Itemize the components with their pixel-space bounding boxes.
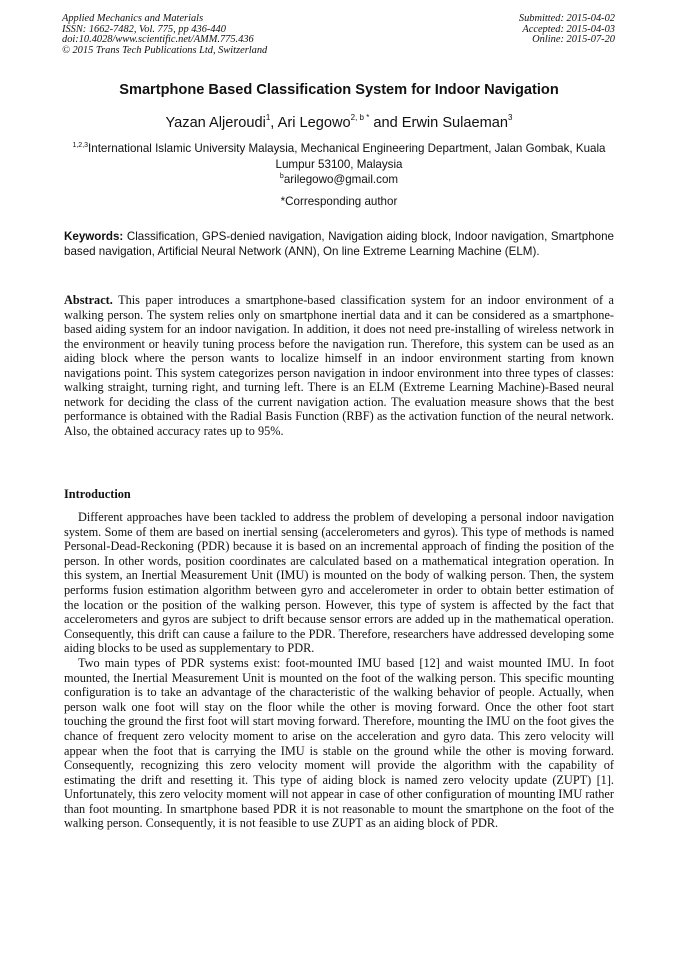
author-list [0,113,678,131]
author-email [0,173,678,186]
paper-title: Smartphone Based Classification System for Indoor Navigation [119,82,559,98]
copyright-line: © 2015 Trans Tech Publications Ltd, Switzerland [62,44,268,56]
corresponding-author-note: *Corresponding author [280,195,398,208]
keywords-text: Classification, GPS-denied navigation, Navigation aiding block, Indoor navigation, Smartphone based navigation, Artificial Neural Network (ANN), On line Extreme Learning Machine (ELM). [64,230,614,258]
body-paragraph: Different approaches have been tackled to address the problem of developing a personal indoor navigation system. Some of them are based on inertial sensing (accelerometers and gyros). This type of methods is named Personal-Dead-Reckoning (PDR) because it is based on an incremental approach of finding the position of the person. In other words, position coordinates are calculated based on a mathematical integration operation. In this system, an Inertial Measurement Unit (IMU) is mounted on the body of walking person. Then, the system performs fusion estimation algorithm between gyro and accelerometer in order to obtain better estimation of the location or the position of the walking person. However, this type of system is affected by the fact that accelerometers and gyros are subject to drift because sensor errors are added up in the mathematical operation. Consequently, this drift can cause a failure to the PDR. Therefore, researchers have addressed developing some aiding blocks to be used as supplementary to PDR. [64,510,614,656]
body-paragraph: Two main types of PDR systems exist: foot-mounted IMU based [12] and waist mounted IMU. In foot mounted, the Inertial Measurement Unit is mounted on the foot of the walking person. This specific mounting configuration is to take an advantage of the characteristic of the walking behavior of people. Actually, when person walk one foot will stay on the floor while the other is moving forward. Once the other foot start touching the ground the first foot will start moving forward. Therefore, mounting the IMU on the foot gives the chance of frequent zero velocity moment to arise on the acceleration and gyro data. This zero velocity will appear when the foot that is carrying the IMU is stable on the ground while the other is moving forward. Consequently, recognizing this zero velocity moment will provide the algorithm with the capability of estimating the drift and resetting it. This type of aiding block is named zero velocity update (ZUPT) [1]. Unfortunately, this zero velocity moment will not appear in case of other configuration of mounting IMU rather than foot mounting. In smartphone based PDR it is not reasonable to mount the smartphone on the foot of the walking person. Consequently, it is not feasible to use ZUPT as an aiding block of PDR. [64,655,614,831]
author-name: Erwin Sulaeman [401,115,509,131]
journal-name: Applied Mechanics and Materials [62,13,204,24]
author-separator: and [369,115,402,131]
accepted-date: Accepted: 2015-04-03 [522,23,615,35]
affiliation-mark: 1,2,3 [72,142,89,149]
doi-line[interactable]: doi:10.4028/www.scientific.net/AMM.775.436 [62,34,254,46]
author-separator: , [270,115,278,131]
abstract-block [64,293,614,438]
author-affil-mark: 3 [508,113,513,122]
introduction-body [64,510,614,831]
author-name: Yazan Aljeroudi [165,115,266,131]
issn-line: ISSN: 1662-7482, Vol. 775, pp 436-440 [62,23,226,35]
affiliation-text: International Islamic University Malaysia, Mechanical Engineering Department, Jalan Gombak, Kuala Lumpur 53100, Malaysia [88,142,606,171]
email-mark: b [279,173,284,180]
email-address[interactable]: arilegowo@gmail.com [283,173,399,186]
author-name: Ari Legowo [277,115,351,131]
section-heading-introduction: Introduction [64,487,131,501]
keywords-label: Keywords: [64,230,124,243]
dates-header [519,14,615,46]
journal-header [62,14,267,56]
abstract-text: This paper introduces a smartphone-based classification system for an indoor environment of a walking person. The system relies only on smartphone inertial data and it can be considered as a smartphone-based aiding system for an indoor navigation. In addition, it does not need pre-installing of wireless network in the environment or heavily tuning process before the navigation run. Therefore, this system can be used as an aiding block where the person wants to localize himself in an indoor environment starting from known navigations point. This system categorizes person navigation in indoor environment into three types of classes: walking straight, turning right, and turning left. There is an ELM (Extreme Learning Machine)-Based neural network for deciding the class of the current navigation action. The evaluation measure shows that the best performance is obtained with the Radial Basis Function (RBF) as the activation function of the neural network. Also, the obtained accuracy rates up to 95%. [64,293,614,438]
abstract-label: Abstract. [64,293,113,307]
online-date: Online: 2015-07-20 [532,34,615,46]
keywords-block [64,230,614,259]
affiliation [64,138,614,172]
submitted-date: Submitted: 2015-04-02 [518,13,615,24]
author-affil-mark: 1 [265,113,271,122]
author-affil-mark: 2, b * [350,113,370,122]
